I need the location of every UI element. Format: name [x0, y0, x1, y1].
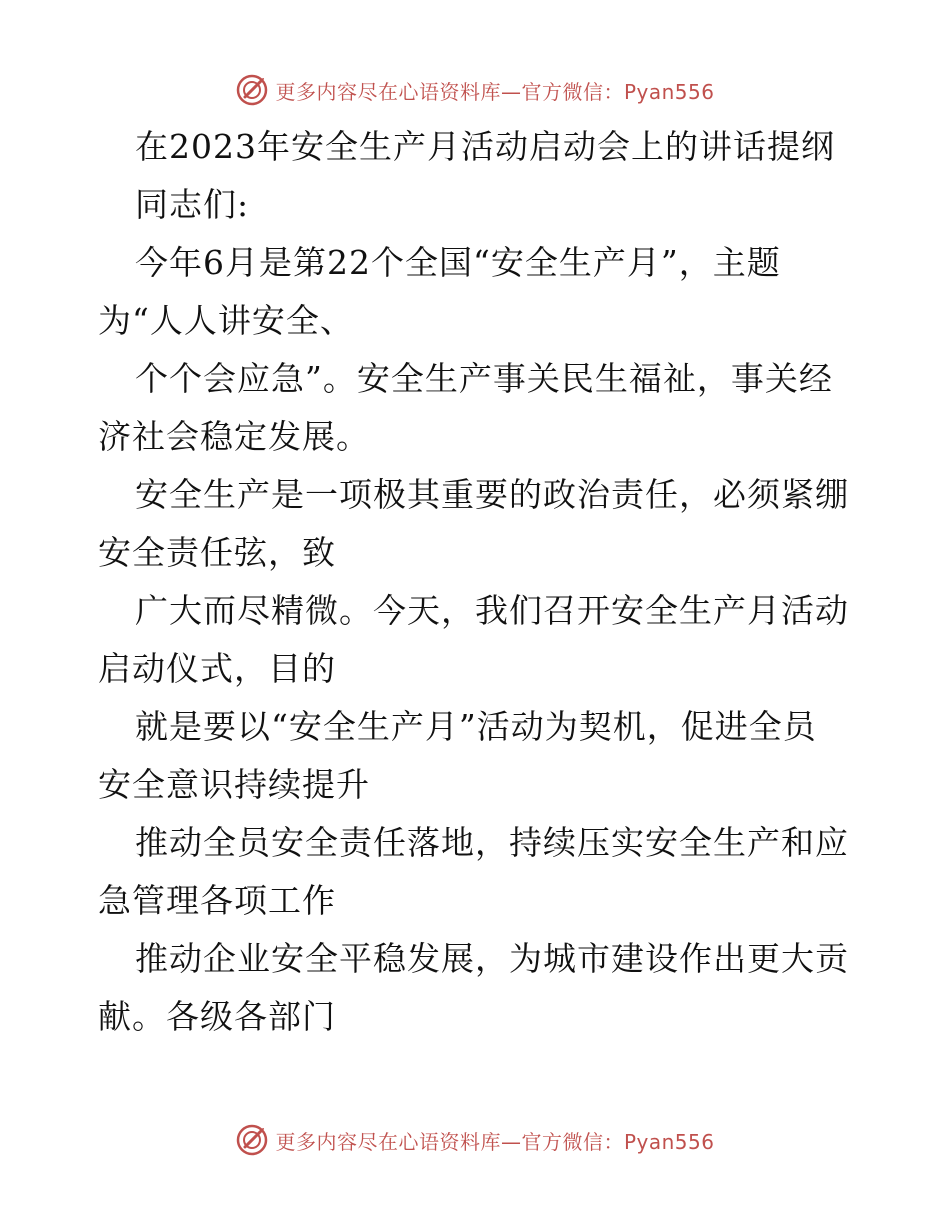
paragraph-line: 急管理各项工作	[98, 881, 336, 920]
paragraph-line: 献。各级各部门	[98, 997, 336, 1036]
doc-title: 在2023年安全生产月活动启动会上的讲话提纲	[135, 127, 835, 166]
paragraph-line: 安全生产是一项极其重要的政治责任，必须紧绷	[135, 475, 849, 514]
paragraph-line: 个个会应急”。安全生产事关民生福祉，事关经	[135, 359, 833, 398]
watermark-text: 更多内容尽在心语资料库—官方微信：Pyan556	[275, 1129, 715, 1154]
paragraph-line: 今年6月是第22个全国“安全生产月”，主题	[135, 243, 781, 282]
paragraph-line: 启动仪式，目的	[98, 649, 336, 688]
salutation: 同志们:	[135, 185, 250, 224]
watermark-text: 更多内容尽在心语资料库—官方微信：Pyan556	[275, 79, 715, 104]
paragraph-line: 安全意识持续提升	[98, 765, 370, 804]
document-body	[98, 118, 858, 1046]
paragraph-line: 推动全员安全责任落地，持续压实安全生产和应	[135, 823, 849, 862]
paragraph-line: 推动企业安全平稳发展，为城市建设作出更大贡	[135, 939, 849, 978]
paragraph-line: 就是要以“安全生产月”活动为契机，促进全员	[135, 707, 817, 746]
paragraph-line: 为“人人讲安全、	[98, 301, 354, 340]
watermark-footer	[0, 1120, 950, 1160]
paragraph-line: 济社会稳定发展。	[98, 417, 370, 456]
logo-icon	[235, 1123, 269, 1157]
paragraph-line: 安全责任弦，致	[98, 533, 336, 572]
logo-icon	[235, 73, 269, 107]
watermark-header	[0, 70, 950, 110]
paragraph-line: 广大而尽精微。今天，我们召开安全生产月活动	[135, 591, 849, 630]
